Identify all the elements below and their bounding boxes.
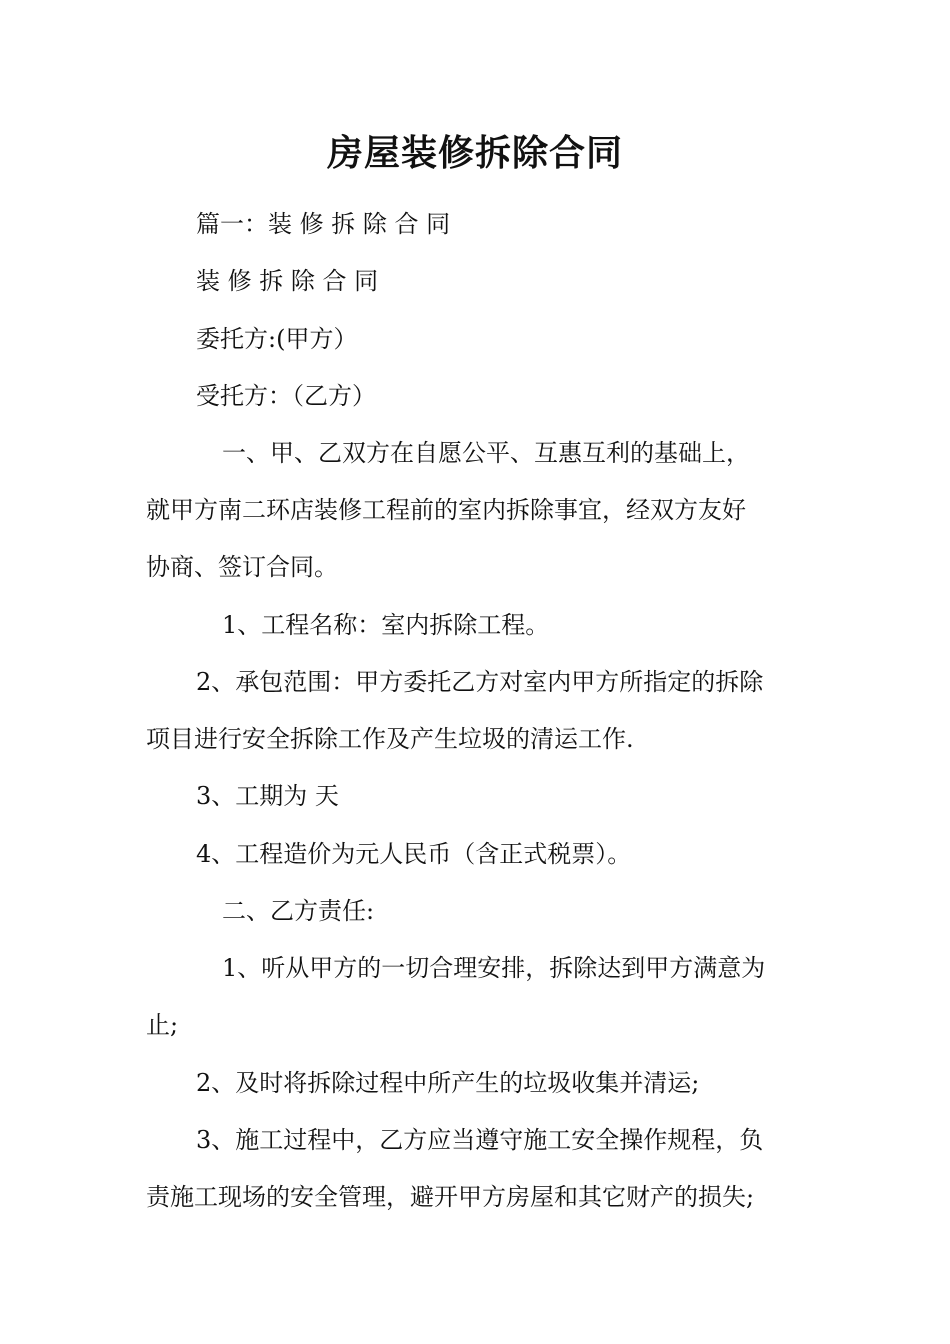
clause-two-heading: 二、乙方责任: <box>222 897 375 925</box>
duty-three-line-2: 责施工现场的安全管理，避开甲方房屋和其它财产的损失; <box>146 1183 755 1211</box>
duty-two: 2、及时将拆除过程中所产生的垃圾收集并清运; <box>196 1069 700 1097</box>
duty-three-line-1: 3、施工过程中，乙方应当遵守施工安全操作规程，负 <box>196 1126 764 1154</box>
item-contract-scope-line-2: 项目进行安全拆除工作及产生垃圾的清运工作. <box>146 725 634 753</box>
item-contract-scope-line-1: 2、承包范围：甲方委托乙方对室内甲方所指定的拆除 <box>196 668 764 696</box>
agent-party-line: 受托方：（乙方） <box>196 382 376 410</box>
section-heading-part-one: 篇一：装 修 拆 除 合 同 <box>196 210 451 238</box>
clause-one-line-3: 协商、签订合同。 <box>146 553 338 581</box>
item-duration: 3、工期为 天 <box>196 782 339 810</box>
duty-one-line-2: 止; <box>146 1011 179 1039</box>
clause-one-line-2: 就甲方南二环店装修工程前的室内拆除事宜，经双方友好 <box>146 496 746 524</box>
duty-one-line-1: 1、听从甲方的一切合理安排，拆除达到甲方满意为 <box>222 954 766 982</box>
clause-one-line-1: 一、甲、乙双方在自愿公平、互惠互利的基础上， <box>222 439 750 467</box>
item-cost: 4、工程造价为元人民币（含正式税票）。 <box>196 840 632 868</box>
document-title: 房屋装修拆除合同 <box>326 132 623 174</box>
contract-subtitle: 装 修 拆 除 合 同 <box>196 267 379 295</box>
principal-party-line: 委托方:(甲方） <box>196 325 358 353</box>
item-project-name: 1、工程名称：室内拆除工程。 <box>222 611 550 639</box>
